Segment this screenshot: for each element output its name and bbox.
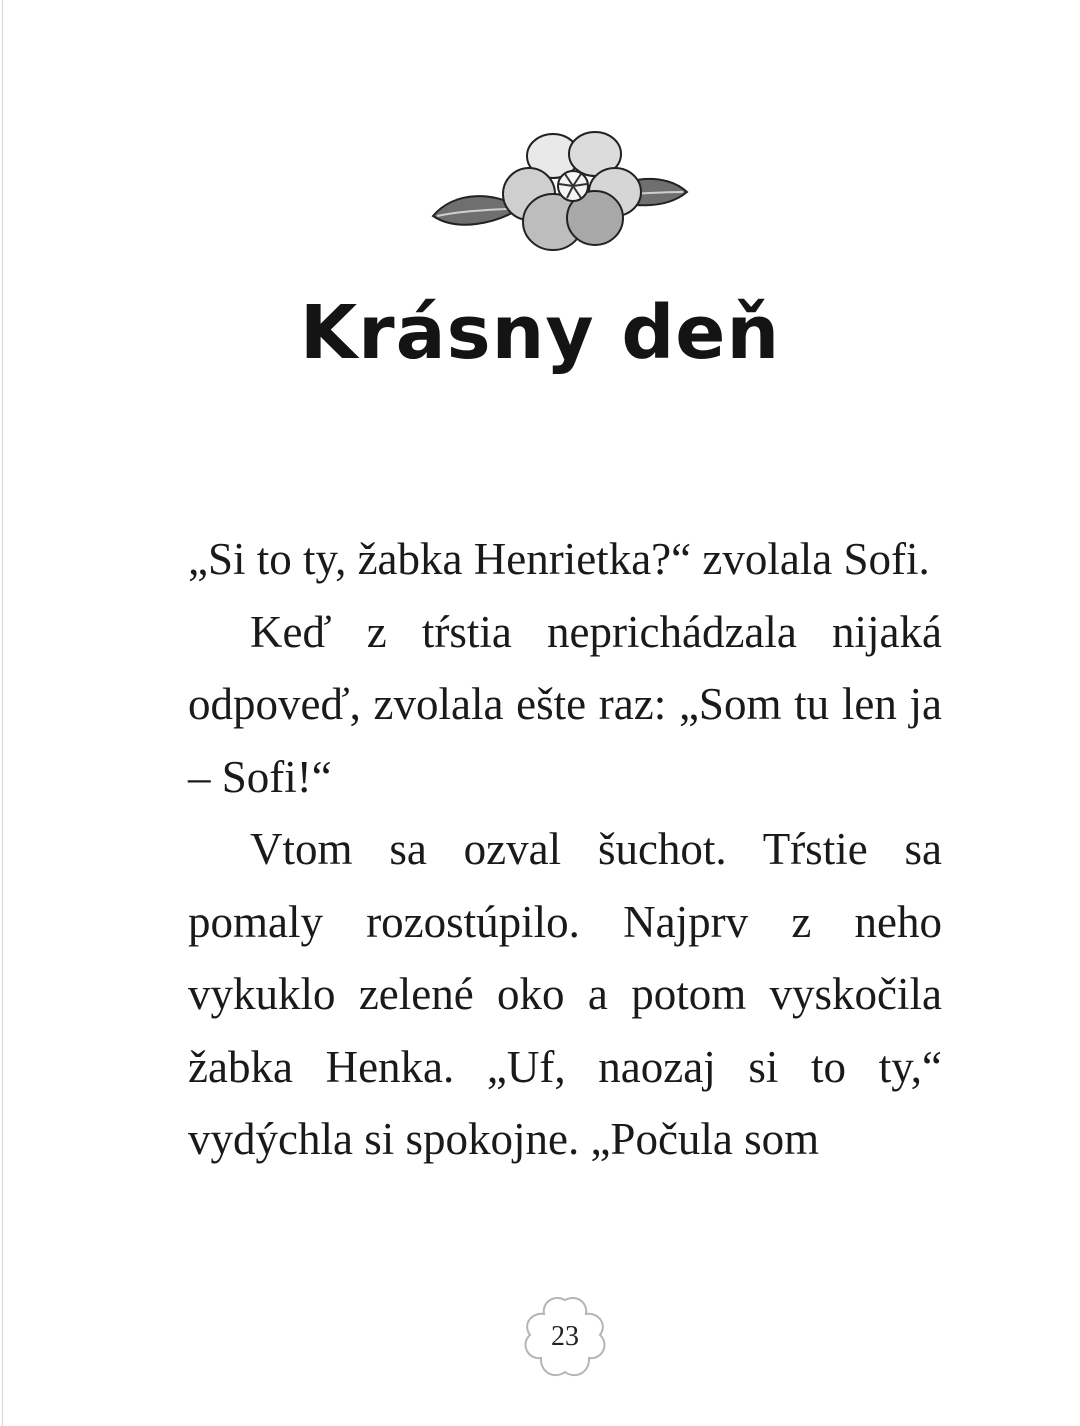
page-number: 23 <box>551 1321 579 1352</box>
page-number-badge <box>518 1290 612 1384</box>
paragraph: Keď z tŕstia neprichádzala nijaká odpoveď, zvolala ešte raz: „Som tu len ja – Sofi!“ <box>188 606 942 802</box>
chapter-body <box>188 523 942 1176</box>
flower-ornament-icon <box>425 120 695 260</box>
page-edge <box>2 0 3 1426</box>
paragraph: Vtom sa ozval šuchot. Tŕstie sa pomaly rozostúpilo. Najprv z neho vykuklo zelené oko a potom vyskočila žabka Henka. „Uf, naozaj si to ty,“ vydýchla si spokojne. „Počula som <box>188 824 942 1164</box>
chapter-title: Krásny deň <box>299 290 781 376</box>
paragraph: „Si to ty, žabka Henrietka?“ zvolala Sofi. <box>188 534 930 584</box>
